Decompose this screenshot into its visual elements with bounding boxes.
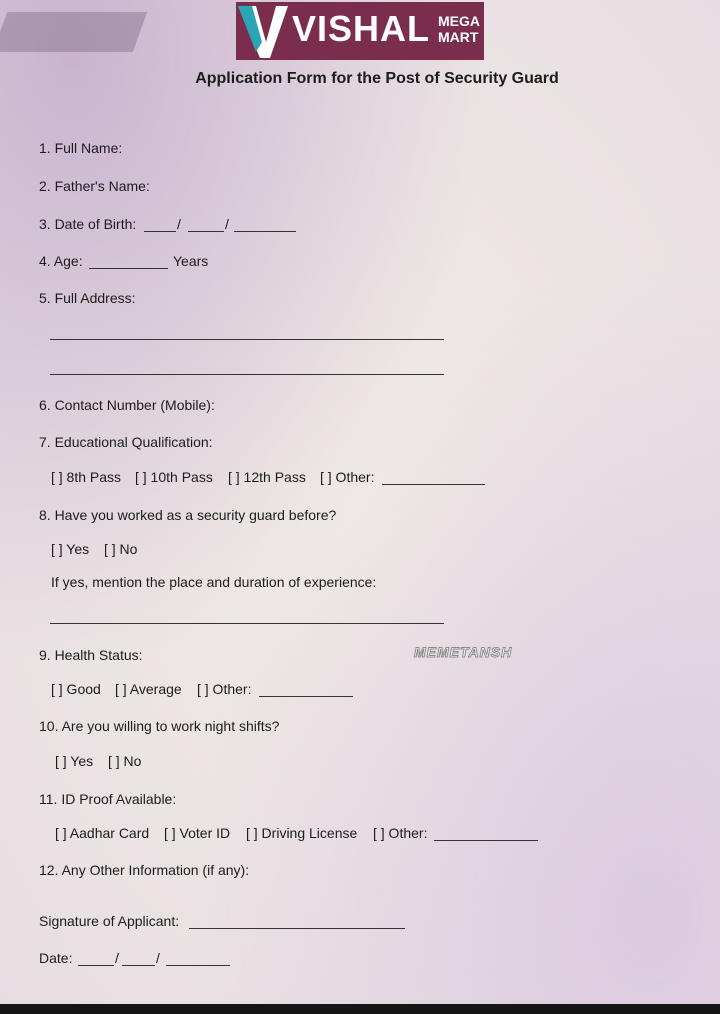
age-unit: Years (173, 253, 209, 269)
option-night-yes[interactable]: [ ] Yes (55, 753, 94, 769)
date-month-field[interactable] (122, 965, 155, 966)
logo-subtitle: MEGA MART (438, 13, 480, 45)
id-other-field[interactable] (434, 840, 538, 841)
v-logo-icon (236, 2, 292, 60)
experience-question: 8. Have you worked as a security guard before? (39, 507, 337, 523)
dob-label: 3. Date of Birth: (39, 216, 137, 232)
option-id-other[interactable]: [ ] Other: (373, 825, 428, 841)
health-status-label: 9. Health Status: (39, 647, 143, 663)
bottom-bar (0, 1004, 720, 1014)
option-driving-license[interactable]: [ ] Driving License (246, 825, 358, 841)
experience-followup: If yes, mention the place and duration of experience: (51, 574, 377, 590)
option-aadhar-card[interactable]: [ ] Aadhar Card (55, 825, 150, 841)
other-info-label: 12. Any Other Information (if any): (39, 862, 250, 878)
option-experience-yes[interactable]: [ ] Yes (51, 541, 90, 557)
background-streak (0, 12, 147, 52)
contact-number-label: 6. Contact Number (Mobile): (39, 397, 215, 413)
option-voter-id[interactable]: [ ] Voter ID (164, 825, 231, 841)
education-other-field[interactable] (382, 484, 485, 485)
vishal-mega-mart-logo (236, 2, 484, 60)
full-address-label: 5. Full Address: (39, 290, 136, 306)
education-label: 7. Educational Qualification: (39, 434, 213, 450)
night-shift-question: 10. Are you willing to work night shifts? (39, 718, 280, 734)
option-health-other[interactable]: [ ] Other: (197, 681, 252, 697)
option-experience-no[interactable]: [ ] No (104, 541, 138, 557)
age-field[interactable] (89, 268, 168, 269)
dob-separator: / (177, 216, 181, 232)
option-8th-pass[interactable]: [ ] 8th Pass (51, 469, 122, 485)
date-label: Date: (39, 950, 73, 966)
age-label: 4. Age: (39, 253, 83, 269)
date-year-field[interactable] (166, 965, 230, 966)
date-day-field[interactable] (78, 965, 114, 966)
experience-field[interactable] (50, 623, 444, 624)
dob-year-field[interactable] (234, 231, 296, 232)
option-health-good[interactable]: [ ] Good (51, 681, 101, 697)
date-separator: / (156, 950, 160, 966)
fathers-name-label: 2. Father's Name: (39, 178, 150, 194)
signature-field[interactable] (189, 928, 405, 929)
option-education-other[interactable]: [ ] Other: (320, 469, 375, 485)
dob-separator: / (225, 216, 229, 232)
full-name-label: 1. Full Name: (39, 140, 123, 156)
dob-day-field[interactable] (144, 231, 176, 232)
option-12th-pass[interactable]: [ ] 12th Pass (228, 469, 306, 485)
watermark: MEMETANSH (414, 644, 513, 660)
id-proof-label: 11. ID Proof Available: (39, 791, 177, 807)
logo-name: VISHAL (292, 8, 431, 49)
form-title: Application Form for the Post of Security Guard (195, 70, 559, 87)
option-health-average[interactable]: [ ] Average (115, 681, 182, 697)
address-line-2[interactable] (50, 374, 444, 375)
option-10th-pass[interactable]: [ ] 10th Pass (135, 469, 213, 485)
dob-month-field[interactable] (188, 231, 224, 232)
date-separator: / (115, 950, 119, 966)
health-other-field[interactable] (259, 696, 353, 697)
address-line-1[interactable] (50, 339, 444, 340)
option-night-no[interactable]: [ ] No (108, 753, 142, 769)
signature-label: Signature of Applicant: (39, 913, 180, 929)
